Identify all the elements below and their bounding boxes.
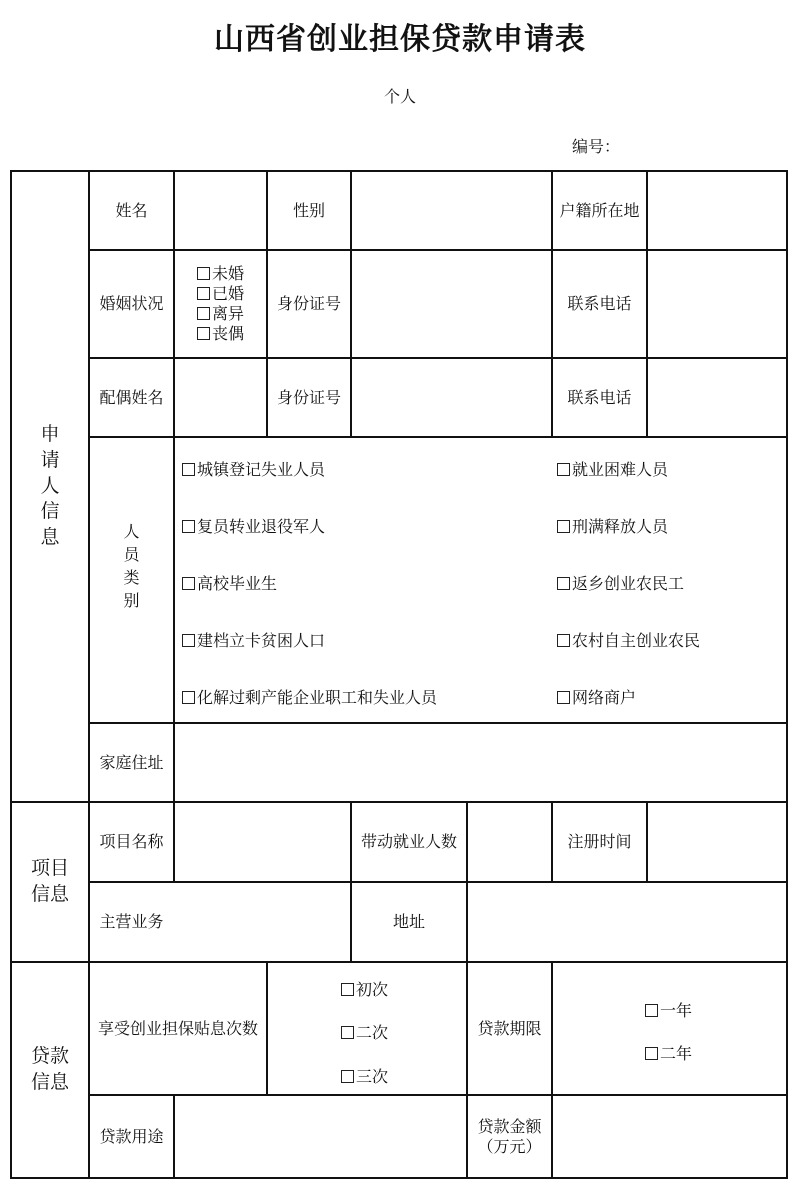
option-label: 已婚 (211, 284, 244, 303)
phone-input[interactable] (648, 251, 786, 357)
category-option[interactable] (557, 628, 700, 651)
checkbox-icon (645, 1004, 658, 1017)
option-label: 初次 (356, 980, 389, 999)
id-number-label: 身份证号 (276, 294, 341, 313)
project-name-input[interactable] (175, 803, 350, 881)
checkbox-icon (182, 634, 195, 647)
option-label: 丧偶 (211, 324, 244, 343)
registration-time-label: 注册时间 (567, 832, 632, 851)
term-option[interactable] (645, 998, 692, 1021)
option-label: 网络商户 (572, 688, 637, 707)
term-option[interactable] (645, 1041, 692, 1064)
checkbox-icon (557, 463, 570, 476)
option-label: 未婚 (211, 264, 244, 283)
table-border-bottom (10, 1177, 788, 1179)
category-option[interactable] (182, 457, 325, 480)
project-section-header (12, 803, 88, 961)
option-label: 农村自主创业农民 (572, 631, 701, 650)
category-option[interactable] (557, 514, 668, 537)
loan-amount-unit: （万元） (477, 1136, 542, 1156)
option-label: 一年 (660, 1001, 693, 1020)
loan-term-label: 贷款期限 (477, 1018, 542, 1038)
marital-option[interactable] (197, 284, 244, 304)
section-char: 信息 (30, 883, 69, 905)
loan-amount-input[interactable] (553, 1096, 786, 1177)
checkbox-icon (182, 691, 195, 704)
id-number-input[interactable] (352, 251, 551, 357)
option-label: 返乡创业农民工 (572, 574, 685, 593)
section-char: 信息 (30, 1071, 69, 1093)
category-option[interactable] (557, 685, 636, 708)
project-address-label: 地址 (392, 912, 425, 931)
checkbox-icon (341, 983, 354, 996)
gender-label: 性别 (292, 200, 325, 220)
section-char: 信 (40, 500, 60, 523)
category-option[interactable] (182, 628, 325, 651)
checkbox-icon (557, 577, 570, 590)
category-option[interactable] (182, 514, 325, 537)
section-char: 人 (40, 474, 60, 497)
times-option[interactable] (341, 977, 388, 1000)
checkbox-icon (557, 520, 570, 533)
loan-section-header (12, 963, 88, 1177)
employees-label: 带动就业人数 (360, 832, 457, 851)
option-label: 二年 (660, 1044, 693, 1063)
option-label: 化解过剩产能企业职工和失业人员 (197, 688, 438, 707)
checkbox-icon (197, 327, 210, 340)
project-address-input[interactable] (468, 883, 786, 961)
section-char: 息 (40, 525, 60, 548)
option-label: 就业困难人员 (572, 460, 669, 479)
category-option[interactable] (182, 571, 277, 594)
option-label: 二次 (356, 1023, 389, 1042)
category-option[interactable] (557, 457, 668, 480)
spouse-id-input[interactable] (352, 359, 551, 436)
option-label: 高校毕业生 (197, 574, 278, 593)
marital-option[interactable] (197, 324, 244, 344)
home-address-label: 家庭住址 (99, 752, 164, 772)
checkbox-icon (197, 307, 210, 320)
form-subtitle: 个人 (383, 87, 416, 106)
checkbox-icon (557, 634, 570, 647)
section-char: 贷款 (30, 1045, 69, 1068)
spouse-phone-label: 联系电话 (567, 387, 632, 407)
section-char: 请 (40, 449, 60, 472)
spouse-phone-input[interactable] (648, 359, 786, 436)
checkbox-icon (182, 520, 195, 533)
category-option[interactable] (557, 571, 684, 594)
form-title: 山西省创业担保贷款申请表 (214, 22, 586, 57)
checkbox-icon (645, 1047, 658, 1060)
registration-time-input[interactable] (648, 803, 786, 881)
column-divider (266, 961, 268, 1096)
applicant-section-header (12, 172, 88, 801)
table-border-right (786, 170, 788, 1179)
category-char: 别 (123, 591, 140, 611)
checkbox-icon (182, 463, 195, 476)
category-char: 人 (123, 521, 140, 541)
hukou-label: 户籍所在地 (559, 200, 640, 220)
times-option[interactable] (341, 1020, 388, 1043)
name-label: 姓名 (115, 200, 148, 220)
option-label: 建档立卡贫困人口 (197, 631, 326, 650)
option-label: 三次 (356, 1067, 389, 1086)
option-label: 离异 (211, 304, 244, 323)
category-char: 员 (123, 544, 140, 564)
phone-label: 联系电话 (567, 294, 632, 313)
spouse-name-label: 配偶姓名 (99, 387, 164, 407)
marital-option[interactable] (197, 264, 244, 284)
checkbox-icon (341, 1070, 354, 1083)
category-char: 类 (123, 568, 140, 587)
option-label: 城镇登记失业人员 (197, 460, 326, 479)
row-divider (88, 436, 788, 438)
marital-option[interactable] (197, 304, 244, 324)
marital-options (175, 251, 266, 357)
marital-status-label: 婚姻状况 (99, 294, 164, 313)
loan-amount-label-text: 贷款金额 (477, 1116, 542, 1136)
option-label: 刑满释放人员 (572, 517, 669, 536)
checkbox-icon (197, 287, 210, 300)
category-option[interactable] (182, 685, 437, 708)
main-business-label: 主营业务 (99, 912, 164, 931)
section-char: 申 (40, 423, 60, 446)
times-option[interactable] (341, 1064, 388, 1087)
option-label: 复员转业退役军人 (197, 517, 326, 536)
employees-input[interactable] (468, 803, 551, 881)
checkbox-icon (197, 267, 210, 280)
section-char: 项目 (30, 857, 69, 880)
loan-amount-label (468, 1096, 551, 1177)
loan-purpose-input[interactable] (175, 1096, 466, 1177)
main-business-input[interactable] (175, 883, 350, 961)
checkbox-icon (557, 691, 570, 704)
subsidy-times-label: 享受创业担保贴息次数 (97, 1018, 258, 1038)
project-name-label: 项目名称 (99, 832, 164, 851)
hukou-input[interactable] (648, 172, 786, 249)
spouse-name-input[interactable] (175, 359, 266, 436)
gender-input[interactable] (352, 172, 551, 249)
spouse-id-label: 身份证号 (276, 387, 341, 407)
checkbox-icon (341, 1026, 354, 1039)
name-input[interactable] (175, 172, 266, 249)
category-label (90, 438, 173, 722)
home-address-input[interactable] (175, 724, 786, 801)
loan-purpose-label: 贷款用途 (99, 1126, 164, 1146)
checkbox-icon (182, 577, 195, 590)
serial-number-label: 编号： (572, 137, 621, 156)
